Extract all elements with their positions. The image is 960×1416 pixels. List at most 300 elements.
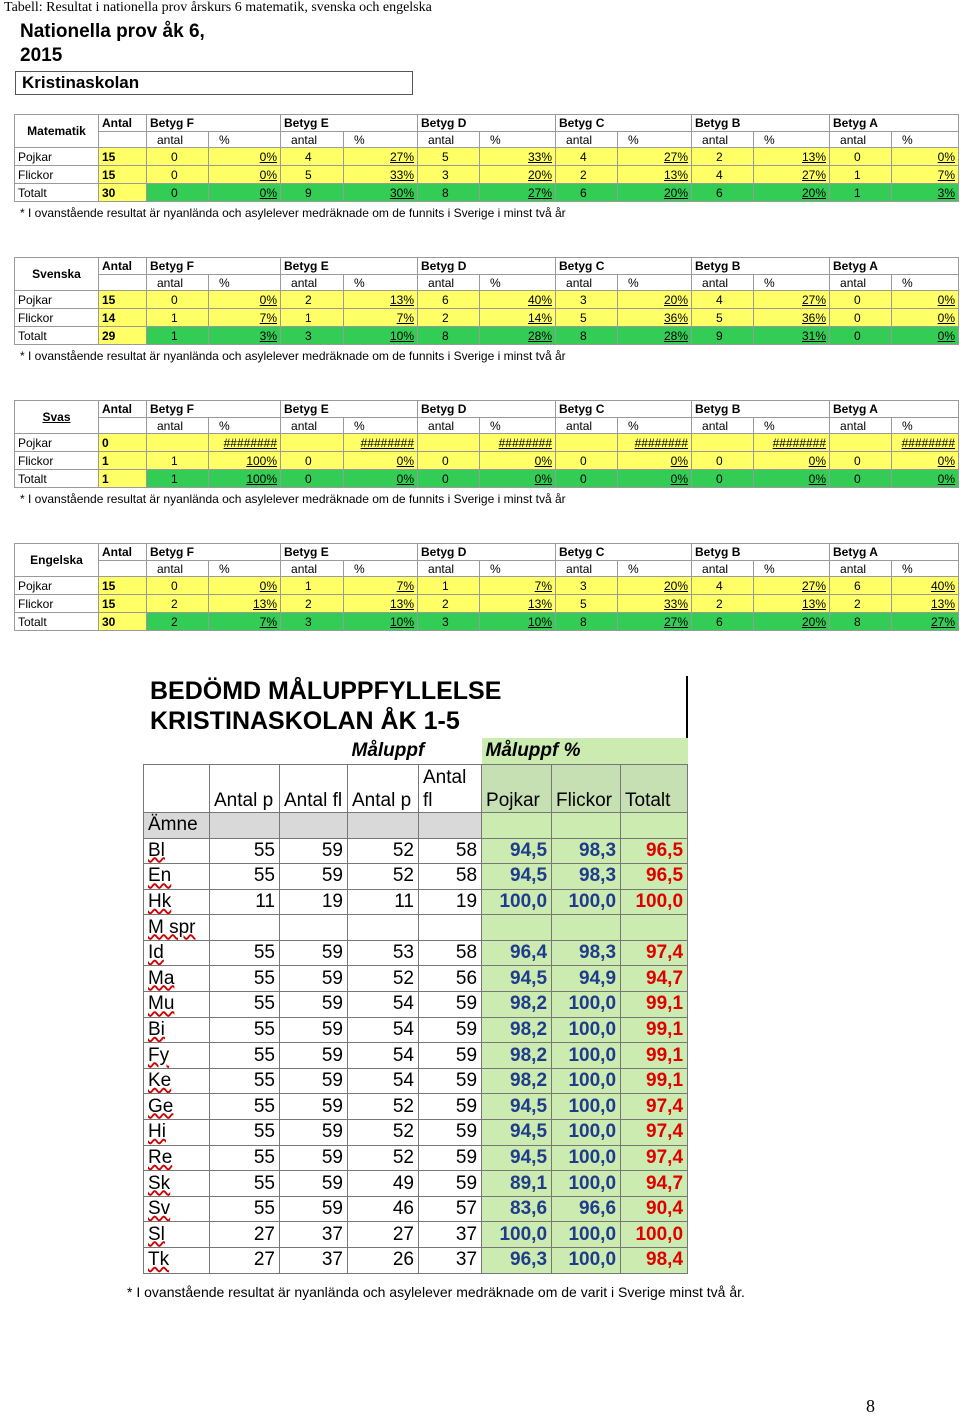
goal-row [144,1145,688,1171]
goal-subject: En [144,864,210,890]
goal-count-cell: 11 [348,889,419,915]
count-cell: 3 [418,613,480,631]
goal-percent-cell: 100,0 [552,1043,621,1069]
percent-cell: 27% [754,577,830,595]
count-cell: 0 [830,291,892,309]
count-cell: 1 [147,452,209,470]
goal-count-cell: 26 [348,1248,419,1274]
count-cell: 2 [281,595,344,613]
antal-header: antal [281,275,344,291]
row-total-count: 15 [99,577,147,595]
percent-cell: 0% [209,148,281,166]
count-cell: 9 [281,184,344,202]
percent-header: % [209,132,281,148]
header-blank [99,132,147,148]
results-table-1 [14,257,959,345]
goal-count-cell: 59 [280,1196,348,1222]
row-label: Totalt [15,184,99,202]
row-total-count: 30 [99,613,147,631]
row-total-count: 1 [99,470,147,488]
goal-subject: Sl [144,1222,210,1248]
goal-percent-cell: 94,9 [552,966,621,992]
document-caption: Tabell: Resultat i nationella prov årskurs 6 matematik, svenska och engelska [4,0,432,15]
percent-cell: 20% [618,291,692,309]
goal-percent-cell: 100,0 [552,889,621,915]
goal-percent-cell: 94,5 [482,1120,552,1146]
goal-count-cell [419,915,482,941]
percent-cell: 7% [344,309,418,327]
count-cell: 4 [692,166,754,184]
percent-cell: 0% [892,452,959,470]
row-total-count: 15 [99,148,147,166]
goal-percent-cell: 100,0 [552,1094,621,1120]
count-cell: 0 [147,577,209,595]
goal-count-cell: 55 [210,966,280,992]
goal-row [144,1120,688,1146]
goal-percent-cell: 97,4 [621,1145,688,1171]
percent-header: % [754,418,830,434]
goal-count-cell: 59 [419,1017,482,1043]
goal-subject: Sk [144,1171,210,1197]
goal-count-cell: 59 [419,1068,482,1094]
goal-count-cell: 54 [348,1017,419,1043]
count-cell: 6 [830,577,892,595]
goal-blank [280,738,348,764]
count-cell: 2 [418,595,480,613]
grade-header: Betyg C [556,115,692,132]
goal-percent-cell: 98,2 [482,1043,552,1069]
goal-count-cell: 55 [210,1145,280,1171]
goal-count-cell: 55 [210,864,280,890]
goal-count-cell: 59 [280,940,348,966]
grade-header: Betyg E [281,258,418,275]
count-cell: 0 [418,452,480,470]
antal-header: antal [418,275,480,291]
goal-header-blank [348,812,419,838]
percent-cell: 31% [754,327,830,345]
percent-cell: 27% [618,613,692,631]
count-cell: 6 [692,613,754,631]
goal-footnote: * I ovanstående resultat är nyanlända och asylelever medräknade om de varit i Sverige minst två år. [127,1284,745,1300]
percent-cell: 0% [892,309,959,327]
goal-count-cell: 59 [280,838,348,864]
count-cell: 0 [556,470,618,488]
goal-row [144,1094,688,1120]
goal-count-cell: 57 [419,1196,482,1222]
goal-percent-cell: 98,4 [621,1248,688,1274]
goal-percent-cell: 94,5 [482,864,552,890]
subject-name: Svas [15,401,99,434]
percent-header: % [754,561,830,577]
count-cell: 3 [281,613,344,631]
row-label: Flickor [15,166,99,184]
percent-cell: 100% [209,452,281,470]
percent-cell: 0% [344,452,418,470]
school-name-box: Kristinaskolan [15,71,413,95]
goal-percent-cell: 96,6 [552,1196,621,1222]
subject-name: Matematik [15,115,99,148]
count-cell: 3 [418,166,480,184]
goal-subject: Hi [144,1120,210,1146]
goal-percent-cell: 96,3 [482,1248,552,1274]
goal-row [144,889,688,915]
grade-header: Betyg D [418,258,556,275]
percent-cell: 27% [754,166,830,184]
percent-cell: 10% [344,613,418,631]
antal-header: antal [830,418,892,434]
antal-header: antal [830,132,892,148]
goal-subject: Sv [144,1196,210,1222]
goal-percent-cell: 99,1 [621,992,688,1018]
goal-percent-cell: 98,2 [482,1017,552,1043]
goal-count-cell: 52 [348,838,419,864]
goal-count-cell: 55 [210,1017,280,1043]
goal-count-cell [280,915,348,941]
count-cell: 2 [418,309,480,327]
count-cell: 8 [556,327,618,345]
table-row [15,291,959,309]
antal-header: antal [692,418,754,434]
goal-row [144,966,688,992]
results-table-3 [14,543,959,631]
table-row [15,166,959,184]
percent-cell: 0% [892,291,959,309]
report-title [20,20,205,68]
goal-col-header: Antal fl [419,764,482,812]
table-row [15,434,959,452]
results-table-0 [14,114,959,202]
goal-percent-cell: 97,4 [621,940,688,966]
antal-header: antal [692,132,754,148]
report-title-line2: 2015 [20,45,63,66]
goal-percent-cell: 90,4 [621,1196,688,1222]
percent-cell: 20% [754,613,830,631]
goal-count-cell: 56 [419,966,482,992]
percent-cell: 27% [344,148,418,166]
row-label: Totalt [15,613,99,631]
goal-count-cell: 59 [280,1145,348,1171]
grade-header: Betyg B [692,258,830,275]
goal-count-cell: 52 [348,1094,419,1120]
row-label: Pojkar [15,577,99,595]
goal-subject: Ge [144,1094,210,1120]
antal-header: antal [830,561,892,577]
percent-cell: 13% [344,595,418,613]
goal-percent-cell: 96,4 [482,940,552,966]
percent-cell: 20% [754,184,830,202]
goal-count-cell: 59 [419,1171,482,1197]
goal-count-cell: 59 [419,992,482,1018]
percent-cell: 7% [480,577,556,595]
table-row [15,327,959,345]
goal-count-cell: 49 [348,1171,419,1197]
percent-cell: 7% [892,166,959,184]
goal-subject: Tk [144,1248,210,1274]
goal-percent-cell: 97,4 [621,1094,688,1120]
count-cell: 9 [692,327,754,345]
count-cell [830,434,892,452]
percent-cell: 40% [892,577,959,595]
row-label: Pojkar [15,291,99,309]
goal-count-cell: 59 [280,1017,348,1043]
goal-count-cell: 19 [280,889,348,915]
percent-cell: 13% [344,291,418,309]
goal-percent-cell: 98,3 [552,864,621,890]
percent-cell: 13% [754,595,830,613]
goal-col-header: Antal p [210,764,280,812]
count-cell: 1 [147,309,209,327]
grade-header: Betyg B [692,401,830,418]
count-cell: 2 [147,595,209,613]
goal-row [144,915,688,941]
goal-count-cell: 59 [280,864,348,890]
goal-count-cell: 59 [280,1120,348,1146]
count-cell [556,434,618,452]
count-cell: 1 [147,327,209,345]
goal-percent-cell: 97,4 [621,1120,688,1146]
percent-header: % [754,275,830,291]
goal-percent-cell: 99,1 [621,1017,688,1043]
percent-cell: ######## [209,434,281,452]
goal-percent-cell: 98,3 [552,838,621,864]
goal-count-cell: 54 [348,1068,419,1094]
goal-header-blank [144,764,210,812]
table-row [15,148,959,166]
goal-title-line2: KRISTINASKOLAN ÅK 1-5 [150,707,460,735]
row-label: Flickor [15,309,99,327]
row-total-count: 15 [99,595,147,613]
results-table-2 [14,400,959,488]
goal-blank [210,738,280,764]
goal-count-cell: 55 [210,1094,280,1120]
percent-header: % [618,275,692,291]
goal-count-cell: 55 [210,1171,280,1197]
antal-header: antal [556,132,618,148]
count-cell: 0 [147,291,209,309]
goal-header-blank [280,812,348,838]
percent-header: % [480,418,556,434]
count-cell: 2 [692,595,754,613]
row-label: Pojkar [15,148,99,166]
goal-percent-cell: 89,1 [482,1171,552,1197]
count-header: Antal [99,115,147,132]
goal-count-cell: 59 [280,1068,348,1094]
goal-count-cell: 59 [280,1171,348,1197]
goal-blank [144,738,210,764]
antal-header: antal [418,132,480,148]
count-cell: 1 [281,577,344,595]
percent-header: % [344,418,418,434]
goal-percent-cell: 94,5 [482,966,552,992]
count-cell [692,434,754,452]
antal-header: antal [556,275,618,291]
percent-cell: 27% [754,291,830,309]
goal-col-header: Antal fl [280,764,348,812]
grade-header: Betyg E [281,544,418,561]
row-label: Totalt [15,327,99,345]
goal-percent-cell: 100,0 [482,889,552,915]
goal-count-cell [348,915,419,941]
count-header: Antal [99,401,147,418]
goal-count-cell: 52 [348,1145,419,1171]
percent-cell: ######## [754,434,830,452]
count-cell: 0 [418,470,480,488]
goal-subject: Bl [144,838,210,864]
count-cell: 2 [830,595,892,613]
antal-header: antal [418,418,480,434]
percent-cell: 7% [209,309,281,327]
goal-row [144,992,688,1018]
goal-percent-cell: 100,0 [552,1145,621,1171]
percent-cell: 0% [209,577,281,595]
goal-subject: M spr [144,915,210,941]
goal-count-cell: 37 [280,1222,348,1248]
goal-row [144,940,688,966]
percent-cell: 0% [892,470,959,488]
percent-cell: 0% [754,470,830,488]
percent-cell: 0% [480,452,556,470]
goal-group-count: Måluppf [351,739,425,761]
grade-header: Betyg F [147,258,281,275]
antal-header: antal [147,132,209,148]
table-row [15,470,959,488]
percent-cell: ######## [480,434,556,452]
percent-cell: 36% [618,309,692,327]
goal-percent-cell: 83,6 [482,1196,552,1222]
percent-header: % [209,275,281,291]
goal-count-cell: 58 [419,940,482,966]
percent-header: % [618,132,692,148]
antal-header: antal [281,561,344,577]
percent-cell: 20% [618,577,692,595]
row-total-count: 1 [99,452,147,470]
percent-cell: 0% [344,470,418,488]
goal-count-cell: 27 [348,1222,419,1248]
count-cell: 5 [281,166,344,184]
goal-row [144,1017,688,1043]
goal-group-percent: Måluppf % [482,738,621,764]
goal-count-cell: 55 [210,1120,280,1146]
goal-percent-cell: 100,0 [621,889,688,915]
goal-count-cell: 59 [280,1043,348,1069]
percent-cell: 40% [480,291,556,309]
antal-header: antal [692,275,754,291]
goal-col-header: Pojkar [482,764,552,812]
goal-count-cell: 54 [348,1043,419,1069]
count-cell: 1 [830,166,892,184]
count-cell: 0 [556,452,618,470]
goal-count-cell: 55 [210,992,280,1018]
goal-col-header: Flickor [552,764,621,812]
grade-header: Betyg C [556,258,692,275]
goal-percent-cell: 100,0 [482,1222,552,1248]
goal-count-cell: 59 [280,966,348,992]
percent-cell: 0% [892,148,959,166]
percent-cell: 14% [480,309,556,327]
goal-subject: Re [144,1145,210,1171]
goal-col-header: Antal p [348,764,419,812]
goal-count-cell: 52 [348,1120,419,1146]
row-total-count: 0 [99,434,147,452]
percent-cell: 0% [209,166,281,184]
percent-header: % [209,561,281,577]
antal-header: antal [556,561,618,577]
count-header: Antal [99,544,147,561]
percent-cell: 3% [209,327,281,345]
count-cell: 0 [281,470,344,488]
goal-count-cell: 59 [280,992,348,1018]
percent-cell: 0% [618,470,692,488]
goal-count-cell: 37 [280,1248,348,1274]
percent-header: % [344,275,418,291]
grade-header: Betyg A [830,115,959,132]
goal-count-cell: 59 [419,1145,482,1171]
goal-row [144,1222,688,1248]
header-blank [99,561,147,577]
count-cell: 2 [556,166,618,184]
goal-row [144,1043,688,1069]
percent-cell: 36% [754,309,830,327]
antal-header: antal [692,561,754,577]
percent-header: % [892,561,959,577]
percent-cell: 33% [618,595,692,613]
percent-header: % [480,132,556,148]
percent-cell: 10% [344,327,418,345]
count-cell: 0 [147,148,209,166]
goal-header-blank [621,812,688,838]
grade-header: Betyg B [692,544,830,561]
goal-row [144,864,688,890]
grade-header: Betyg E [281,115,418,132]
percent-cell: 10% [480,613,556,631]
percent-header: % [892,418,959,434]
antal-header: antal [281,132,344,148]
count-cell: 0 [692,470,754,488]
row-total-count: 15 [99,166,147,184]
percent-header: % [892,275,959,291]
count-cell: 4 [692,577,754,595]
goal-percent-cell: 100,0 [552,992,621,1018]
grade-header: Betyg F [147,401,281,418]
table-row [15,613,959,631]
grade-header: Betyg E [281,401,418,418]
percent-cell: 0% [480,470,556,488]
count-cell: 8 [830,613,892,631]
percent-cell: 0% [209,184,281,202]
goal-subject: Ke [144,1068,210,1094]
count-cell [147,434,209,452]
count-cell: 1 [830,184,892,202]
table-row [15,309,959,327]
goal-row [144,1171,688,1197]
goal-header-blank [482,812,552,838]
goal-count-cell: 59 [280,1094,348,1120]
count-cell: 8 [556,613,618,631]
goal-percent-cell: 94,7 [621,966,688,992]
count-cell: 3 [556,291,618,309]
count-cell: 0 [830,452,892,470]
percent-cell: 28% [618,327,692,345]
goal-subject: Hk [144,889,210,915]
percent-cell: 30% [344,184,418,202]
antal-header: antal [830,275,892,291]
percent-cell: 33% [344,166,418,184]
count-cell: 1 [147,470,209,488]
percent-cell: ######## [618,434,692,452]
goal-percent-cell: 100,0 [552,1120,621,1146]
antal-header: antal [147,418,209,434]
count-cell: 5 [418,148,480,166]
